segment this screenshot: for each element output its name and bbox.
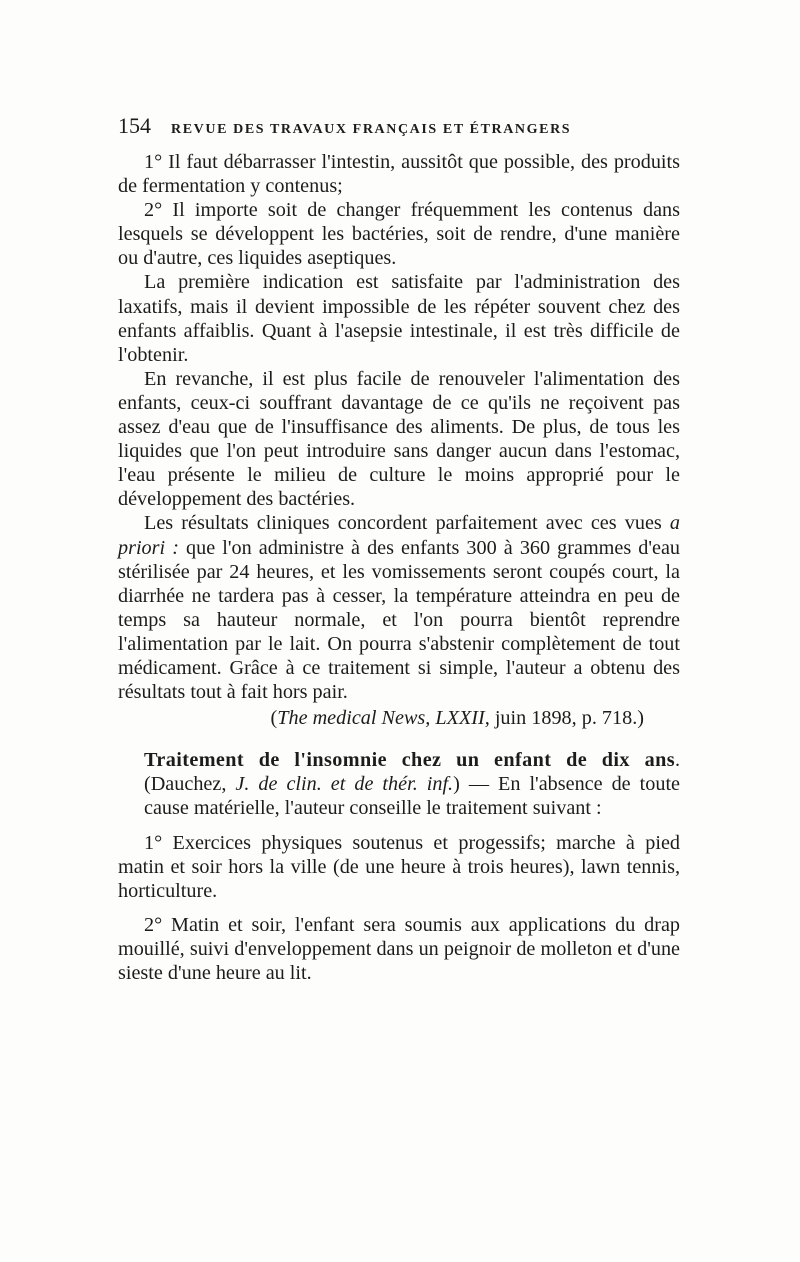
citation <box>118 706 680 730</box>
section-source-close: ) — En l'absence de toute cause matérielle, l'auteur conseille le traitement suivant : <box>144 773 681 820</box>
citation-open: ( <box>270 707 278 730</box>
paragraph-5-rest: que l'on administre à des enfants 300 à 360 grammes d'eau stérilisée par 24 heures, et les vomissements seront coupés court, la diarrhée ne tardera pas à cesser, la température atteindra en peu de temps sa hauteur normale, et l'on pourra bientôt reprendre l'alimentation par le lait. On pourra s'abstenir complètement de tout médicament. Grâce à ce traitement si simple, l'auteur a obtenu des résultats tout à fait hors pair. <box>118 536 680 704</box>
page-number: 154 <box>118 113 151 138</box>
page-header <box>118 113 680 139</box>
section-source-open: . (Dauchez, <box>144 749 680 796</box>
section-item-2: 2° Matin et soir, l'enfant sera soumis aux applications du drap mouillé, suivi d'enveloppement dans un peignoir de molleton et d'une sieste d'une heure au lit. <box>118 913 680 984</box>
section-source-italic: J. de clin. et de thér. inf. <box>235 773 454 796</box>
paragraph-1: 1° Il faut débarrasser l'intestin, aussitôt que possible, des produits de fermentation y contenus; <box>118 151 680 198</box>
gap <box>118 821 680 831</box>
citation-volume: LXXII, <box>435 707 490 730</box>
paragraph-2: 2° Il importe soit de changer fréquemment les contenus dans lesquels se développent les bactéries, soit de rendre, d'une manière ou d'autre, ces liquides aseptiques. <box>118 199 680 270</box>
section-gap <box>118 730 680 748</box>
gap <box>118 903 680 913</box>
paragraph-5-prefix: Les résultats cliniques concordent parfaitement avec ces vues <box>144 512 662 535</box>
paragraph-5 <box>118 511 680 704</box>
paragraph-3: La première indication est satisfaite par l'administration des laxatifs, mais il devient impossible de les répéter souvent chez des enfants affaiblis. Quant à l'asepsie intestinale, il est très difficile de l'obtenir. <box>118 271 680 366</box>
running-title: REVUE DES TRAVAUX FRANÇAIS ET ÉTRANGERS <box>171 122 572 137</box>
article-body <box>118 150 680 985</box>
citation-journal: The medical News, <box>277 707 431 730</box>
paragraph-4: En revanche, il est plus facile de renouveler l'alimentation des enfants, ceux-ci souffrant davantage de ce qu'ils ne reçoivent pas assez d'eau que de l'insuffisance des aliments. De plus, de tous les liquides que l'on peut introduire sans danger aucun dans l'estomac, l'eau présente le milieu de culture le moins approprié pour le développement des bactéries. <box>118 367 680 511</box>
citation-rest: juin 1898, p. 718.) <box>494 707 644 730</box>
paragraph-5-italic: a priori : <box>118 512 681 559</box>
section-title: Traitement de l'insomnie chez un enfant de dix ans <box>144 749 675 772</box>
section-intro <box>118 748 680 820</box>
section-item-1: 1° Exercices physiques soutenus et progessifs; marche à pied matin et soir hors la ville (de une heure à trois heures), lawn tennis, horticulture. <box>118 831 680 902</box>
